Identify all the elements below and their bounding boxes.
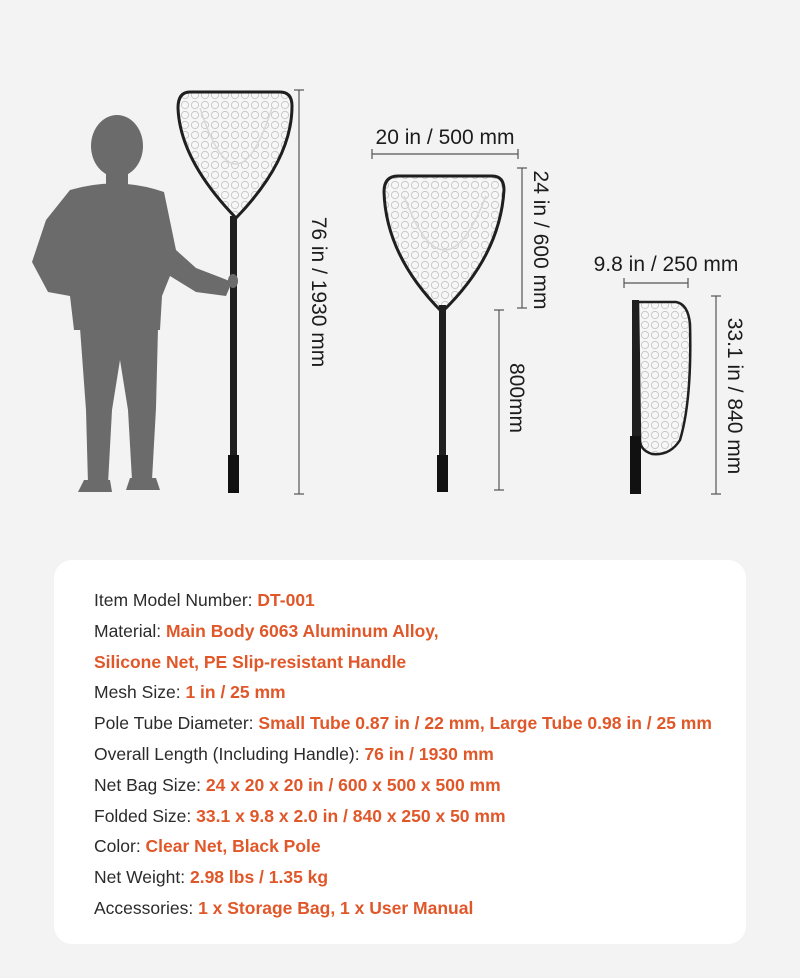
spec-netbag-label: Net Bag Size: — [94, 774, 206, 795]
spec-accessories-label: Accessories: — [94, 897, 199, 918]
spec-color-value: Clear Net, Black Pole — [145, 836, 321, 857]
spec-mesh-value: 1 in / 25 mm — [185, 682, 286, 703]
spec-length-value: 76 in / 1930 mm — [364, 743, 494, 764]
spec-material-value-2: Silicone Net, PE Slip-resistant Handle — [94, 651, 407, 672]
spec-material-continued — [94, 647, 746, 678]
spec-color-label: Color: — [94, 836, 146, 857]
spec-model-value: DT-001 — [257, 590, 315, 610]
folded-net-illustration — [630, 300, 690, 494]
handle-length-label: 800mm — [505, 362, 528, 434]
specifications-card — [54, 560, 746, 944]
spec-net-weight — [94, 862, 746, 893]
spec-pole-value: Small Tube 0.87 in / 22 mm, Large Tube 0.98 in / 25 mm — [258, 713, 712, 734]
spec-mesh-label: Mesh Size: — [94, 682, 186, 703]
spec-folded-value: 33.1 x 9.8 x 2.0 in / 840 x 250 x 50 mm — [196, 805, 506, 826]
spec-folded-label: Folded Size: — [94, 805, 197, 826]
spec-material-label: Material: — [94, 620, 166, 641]
folded-length-label: 33.1 in / 840 mm — [723, 317, 746, 475]
net-head-illustration — [384, 176, 504, 492]
spec-material — [94, 616, 746, 647]
spec-pole-diameter — [94, 708, 746, 739]
net-width-label: 20 in / 500 mm — [375, 126, 515, 149]
spec-material-value: Main Body 6063 Aluminum Alloy, — [165, 620, 439, 641]
net-length-label: 24 in / 600 mm — [529, 170, 552, 310]
full-net-illustration — [178, 92, 292, 493]
spec-model — [94, 585, 746, 616]
spec-color — [94, 831, 746, 862]
spec-model-label: Item Model Number: — [94, 590, 258, 610]
spec-weight-value: 2.98 lbs / 1.35 kg — [189, 867, 329, 888]
spec-folded-size — [94, 801, 746, 832]
spec-accessories-value: 1 x Storage Bag, 1 x User Manual — [198, 897, 474, 918]
spec-pole-label: Pole Tube Diameter: — [94, 713, 259, 734]
spec-netbag-value: 24 x 20 x 20 in / 600 x 500 x 500 mm — [205, 774, 501, 795]
folded-width-label: 9.8 in / 250 mm — [593, 253, 739, 276]
spec-length-label: Overall Length (Including Handle): — [94, 743, 365, 764]
spec-accessories — [94, 893, 746, 924]
spec-weight-label: Net Weight: — [94, 867, 190, 888]
spec-net-bag-size — [94, 770, 746, 801]
spec-mesh-size — [94, 677, 746, 708]
person-height-label: 76 in / 1930 mm — [307, 216, 330, 368]
spec-overall-length — [94, 739, 746, 770]
